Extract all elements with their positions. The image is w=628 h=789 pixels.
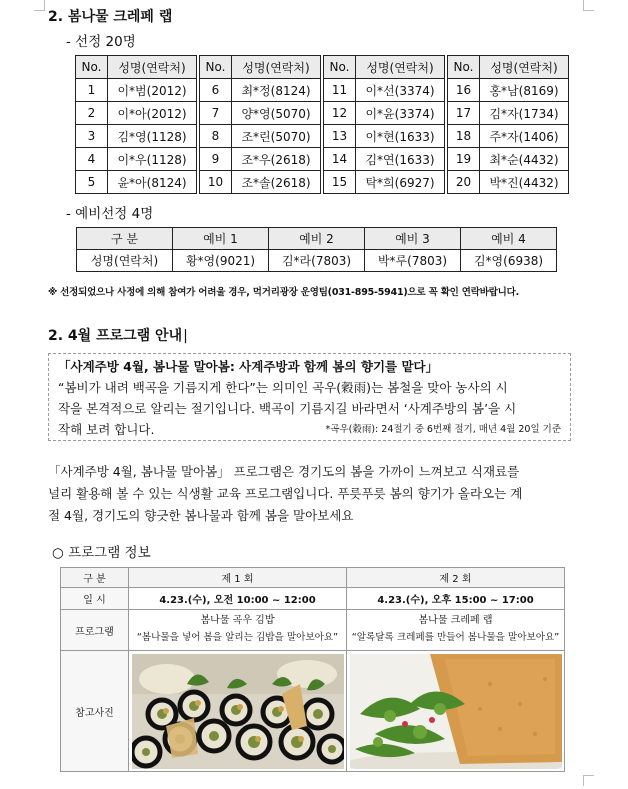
cell-name: 이*범(2012) bbox=[108, 79, 197, 102]
cell-no: 7 bbox=[200, 102, 232, 125]
session-1-program-cell bbox=[129, 610, 347, 651]
text-cursor: | bbox=[183, 328, 188, 344]
table-row bbox=[76, 102, 569, 125]
session-2-program-cell bbox=[347, 610, 565, 651]
intro-line: 작을 본격적으로 알리는 절기입니다. 백곡이 기름지길 바라면서 ‘사계주방의 봄’을 시 bbox=[58, 401, 517, 416]
table-row bbox=[61, 610, 565, 651]
reserve-cell: 성명(연락처) bbox=[77, 250, 173, 272]
cell-name: 김*연(1633) bbox=[356, 148, 445, 171]
reserve-cell: 김*영(6938) bbox=[461, 250, 557, 272]
program-description-line: 널리 활용해 볼 수 있는 식생활 교육 프로그램입니다. 푸릇푸릇 봄의 향기가 올라오는 계 bbox=[48, 486, 523, 501]
cell-name: 김*자(1734) bbox=[480, 102, 569, 125]
cell-no: 1 bbox=[76, 79, 108, 102]
selected-participants-table bbox=[75, 55, 569, 194]
page-corner-mark bbox=[34, 0, 45, 11]
table-row bbox=[76, 79, 569, 102]
col-header-session-1: 제 1 회 bbox=[129, 568, 347, 588]
section-heading-text: 2. 4월 프로그램 안내 bbox=[48, 328, 183, 344]
program-description-line: 절 4월, 경기도의 향긋한 봄나물과 함께 봄을 말아보세요 bbox=[48, 508, 354, 523]
selected-count-label: - 선정 20명 bbox=[66, 34, 136, 50]
table-row bbox=[76, 148, 569, 171]
intro-footnote: *곡우(穀雨): 24절기 중 6번째 절기, 매년 4월 20일 기준 bbox=[325, 424, 561, 435]
reserve-header: 예비 4 bbox=[461, 228, 557, 250]
intro-box bbox=[48, 353, 571, 441]
col-header-name: 성명(연락처) bbox=[108, 56, 197, 79]
intro-box-title: 「사계주방 4월, 봄나물 말아봄: 사계주방과 함께 봄의 향기를 맡다」 bbox=[58, 359, 439, 374]
cell-no: 20 bbox=[448, 171, 480, 194]
col-header-no: No. bbox=[324, 56, 356, 79]
contact-notice: ※ 선정되었으나 사정에 의해 참여가 어려울 경우, 먹거리광장 운영팀(031-895-5941)으로 꼭 확인 연락바랍니다. bbox=[48, 287, 520, 298]
table-header-row bbox=[76, 56, 569, 79]
reserve-header: 예비 1 bbox=[173, 228, 269, 250]
cell-name: 최*정(8124) bbox=[232, 79, 321, 102]
cell-no: 19 bbox=[448, 148, 480, 171]
program-description-line: 「사계주방 4월, 봄나물 말아봄」 프로그램은 경기도의 봄을 가까이 느껴보고 식재료를 bbox=[48, 464, 520, 479]
cell-name: 주*자(1406) bbox=[480, 125, 569, 148]
crepe-wrap-photo bbox=[350, 654, 562, 769]
cell-no: 14 bbox=[324, 148, 356, 171]
session-2-program-title: 봄나물 크레페 랩 bbox=[418, 615, 493, 626]
cell-no: 12 bbox=[324, 102, 356, 125]
cell-no: 17 bbox=[448, 102, 480, 125]
cell-name: 이*선(3374) bbox=[356, 79, 445, 102]
col-header-name: 성명(연락처) bbox=[356, 56, 445, 79]
cell-name: 최*순(4432) bbox=[480, 148, 569, 171]
cell-no: 11 bbox=[324, 79, 356, 102]
reserve-header: 예비 3 bbox=[365, 228, 461, 250]
section-heading: 2. 봄나물 크레페 랩 bbox=[48, 9, 173, 25]
col-header-name: 성명(연락처) bbox=[480, 56, 569, 79]
cell-name: 양*영(5070) bbox=[232, 102, 321, 125]
row-label-photo: 참고사진 bbox=[61, 651, 129, 772]
col-header-name: 성명(연락처) bbox=[232, 56, 321, 79]
program-info-table bbox=[60, 567, 565, 772]
page-corner-mark bbox=[583, 775, 594, 786]
reserve-header: 구 분 bbox=[77, 228, 173, 250]
reserve-table bbox=[76, 227, 557, 272]
table-row bbox=[76, 171, 569, 194]
cell-name: 이*아(2012) bbox=[108, 102, 197, 125]
cell-name: 조*우(2618) bbox=[232, 148, 321, 171]
session-1-photo-cell bbox=[129, 651, 347, 772]
cell-no: 5 bbox=[76, 171, 108, 194]
row-label-datetime: 일 시 bbox=[61, 588, 129, 610]
session-2-photo-cell bbox=[347, 651, 565, 772]
cell-no: 10 bbox=[200, 171, 232, 194]
cell-name: 이*우(1128) bbox=[108, 148, 197, 171]
page-corner-mark bbox=[583, 0, 594, 11]
cell-no: 2 bbox=[76, 102, 108, 125]
cell-no: 6 bbox=[200, 79, 232, 102]
session-1-program-desc: “봄나물을 넣어 봄을 알리는 김밥을 말아보아요” bbox=[136, 632, 339, 643]
reserve-header: 예비 2 bbox=[269, 228, 365, 250]
col-header-category: 구 분 bbox=[61, 568, 129, 588]
cell-no: 3 bbox=[76, 125, 108, 148]
cell-name: 박*진(4432) bbox=[480, 171, 569, 194]
session-2-program-desc: “알록달록 크레페를 만들어 봄나물을 말아보아요” bbox=[351, 632, 560, 643]
intro-line: 작해 보려 합니다. bbox=[58, 422, 155, 437]
table-header-row bbox=[77, 228, 557, 250]
table-row bbox=[76, 125, 569, 148]
cell-name: 윤*아(8124) bbox=[108, 171, 197, 194]
reserve-cell: 황*영(9021) bbox=[173, 250, 269, 272]
col-header-no: No. bbox=[448, 56, 480, 79]
cell-no: 13 bbox=[324, 125, 356, 148]
kimbap-photo bbox=[132, 654, 344, 769]
cell-no: 9 bbox=[200, 148, 232, 171]
cell-name: 이*현(1633) bbox=[356, 125, 445, 148]
reserve-cell: 박*루(7803) bbox=[365, 250, 461, 272]
session-1-program-title: 봄나물 곡우 김밥 bbox=[200, 615, 275, 626]
reserve-cell: 김*라(7803) bbox=[269, 250, 365, 272]
col-header-no: No. bbox=[76, 56, 108, 79]
cell-no: 16 bbox=[448, 79, 480, 102]
table-row bbox=[61, 651, 565, 772]
session-2-datetime: 4.23.(수), 오후 15:00 ~ 17:00 bbox=[347, 588, 565, 610]
cell-name: 조*솔(2618) bbox=[232, 171, 321, 194]
cell-no: 4 bbox=[76, 148, 108, 171]
table-header-row bbox=[61, 568, 565, 588]
cell-name: 조*린(5070) bbox=[232, 125, 321, 148]
section-heading bbox=[48, 325, 188, 345]
col-header-no: No. bbox=[200, 56, 232, 79]
cell-no: 18 bbox=[448, 125, 480, 148]
table-row bbox=[61, 588, 565, 610]
intro-line: “봄비가 내려 백곡을 기름지게 한다”는 의미인 곡우(穀雨)는 봄철을 맞아 농사의 시 bbox=[58, 380, 508, 395]
program-info-heading: ○ 프로그램 정보 bbox=[52, 545, 151, 561]
cell-name: 이*윤(3374) bbox=[356, 102, 445, 125]
reserve-count-label: - 예비선정 4명 bbox=[66, 206, 154, 222]
cell-name: 김*영(1128) bbox=[108, 125, 197, 148]
table-row bbox=[77, 250, 557, 272]
col-header-session-2: 제 2 회 bbox=[347, 568, 565, 588]
cell-name: 홍*남(8169) bbox=[480, 79, 569, 102]
row-label-program: 프로그램 bbox=[61, 610, 129, 651]
cell-no: 8 bbox=[200, 125, 232, 148]
cell-name: 탁*희(6927) bbox=[356, 171, 445, 194]
cell-no: 15 bbox=[324, 171, 356, 194]
session-1-datetime: 4.23.(수), 오전 10:00 ~ 12:00 bbox=[129, 588, 347, 610]
